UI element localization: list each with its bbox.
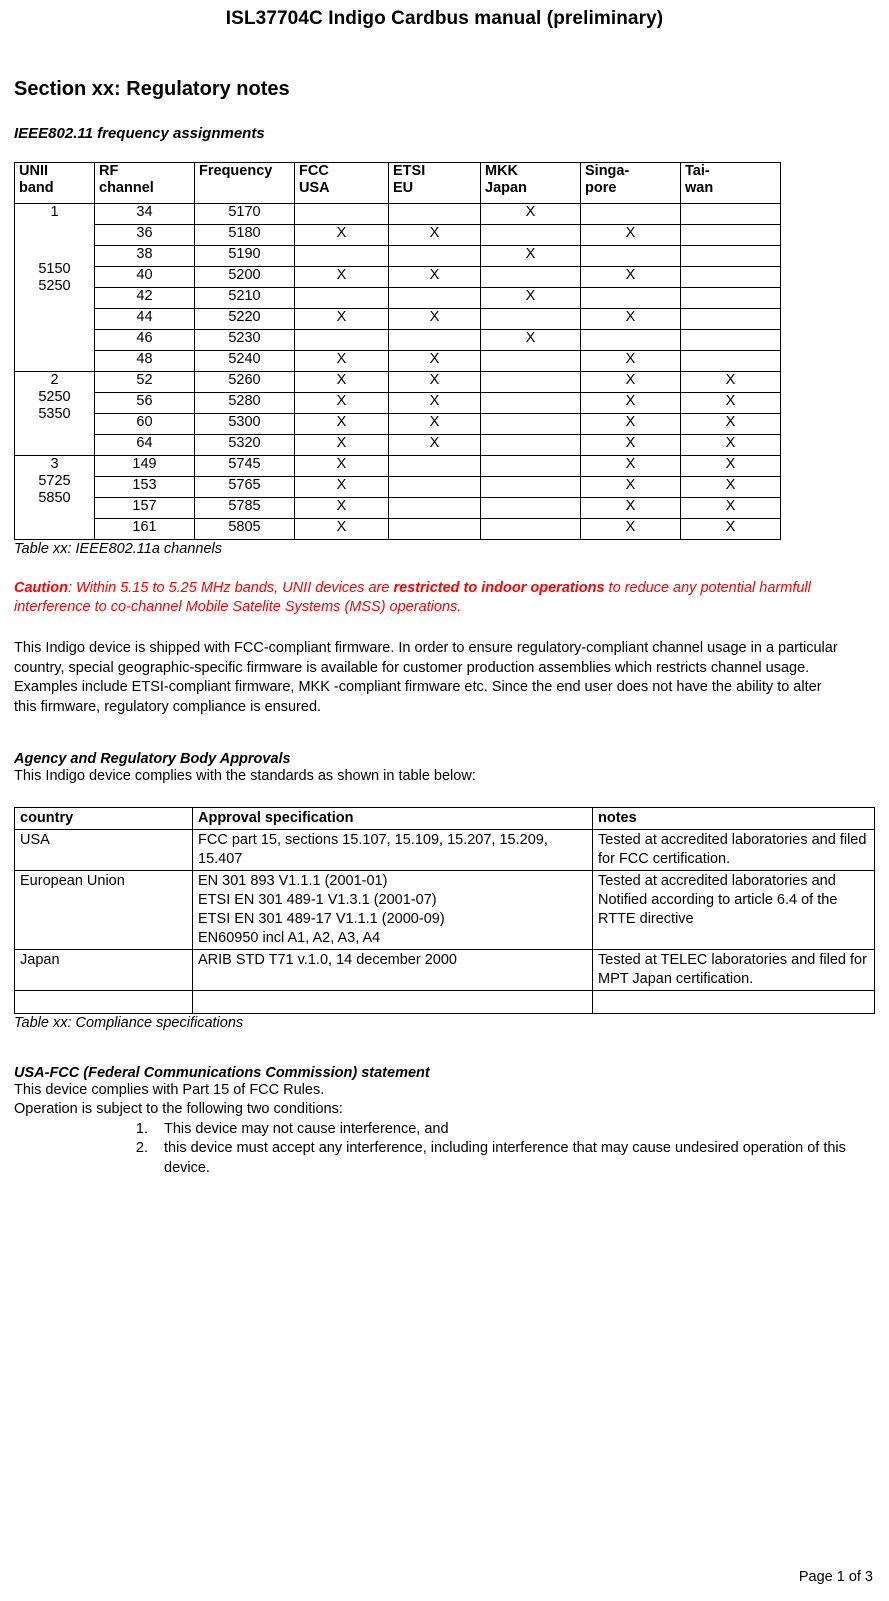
header-line-2: Japan (485, 180, 527, 196)
header-line-2: EU (393, 180, 414, 196)
header-line-2: band (19, 180, 54, 196)
singapore-cell: X (581, 435, 681, 456)
fcc-usa-cell: X (295, 351, 389, 372)
etsi-eu-cell: X (389, 309, 481, 330)
caution-note (14, 579, 873, 617)
column-header-etsi-eu (389, 163, 481, 204)
compliance-table-header-row (15, 807, 875, 829)
fcc-usa-cell: X (295, 372, 389, 393)
fcc-conditions-list (14, 1120, 873, 1179)
notes-cell: Tested at TELEC laboratories and filed for MPT Japan certification. (593, 949, 875, 990)
caution-emphasis: restricted to indoor operations (393, 580, 605, 596)
etsi-eu-cell: X (389, 414, 481, 435)
rf-channel-cell: 161 (95, 519, 195, 540)
rf-channel-cell: 153 (95, 477, 195, 498)
fcc-usa-cell: X (295, 456, 389, 477)
etsi-eu-cell (389, 456, 481, 477)
column-header-unii-band (15, 163, 95, 204)
rf-channel-cell: 56 (95, 393, 195, 414)
compliance-table-head (15, 807, 875, 829)
mkk-japan-cell (481, 414, 581, 435)
page-title: ISL37704C Indigo Cardbus manual (preliminary) (225, 8, 664, 29)
mkk-japan-cell (481, 477, 581, 498)
fcc-statement-line-2: Operation is subject to the following two conditions: (14, 1101, 343, 1117)
compliance-table-body (15, 829, 875, 1013)
taiwan-cell: X (681, 393, 781, 414)
unii-band-number: 3 (50, 456, 59, 472)
rf-channel-cell: 42 (95, 288, 195, 309)
channel-table-head (15, 163, 781, 204)
approval-specification-cell (193, 990, 593, 1013)
notes-cell (593, 990, 875, 1013)
rf-channel-cell: 60 (95, 414, 195, 435)
list-item (14, 1120, 873, 1140)
mkk-japan-cell: X (481, 288, 581, 309)
notes-cell: Tested at accredited laboratories and Notified according to article 6.4 of the RTTE directive (593, 870, 875, 949)
rf-channel-cell: 48 (95, 351, 195, 372)
taiwan-cell (681, 330, 781, 351)
table-row (15, 330, 781, 351)
table-row (15, 435, 781, 456)
frequency-cell: 5220 (195, 309, 295, 330)
taiwan-cell: X (681, 456, 781, 477)
caution-text-2: to reduce any potential harmfull interference to co-channel Mobile Satelite Systems (MSS) operations. (14, 580, 811, 615)
notes-cell: Tested at accredited laboratories and filed for FCC certification. (593, 829, 875, 870)
fcc-statement-line-1: This device complies with Part 15 of FCC Rules. (14, 1081, 325, 1098)
taiwan-cell (681, 204, 781, 225)
etsi-eu-cell (389, 288, 481, 309)
frequency-cell: 5745 (195, 456, 295, 477)
mkk-japan-cell (481, 372, 581, 393)
mkk-japan-cell (481, 456, 581, 477)
approval-specification-cell: ARIB STD T71 v.1.0, 14 december 2000 (193, 949, 593, 990)
table-row (15, 414, 781, 435)
approvals-heading: Agency and Regulatory Body Approvals (14, 751, 291, 767)
frequency-cell: 5300 (195, 414, 295, 435)
country-cell (15, 990, 193, 1013)
singapore-cell: X (581, 225, 681, 246)
mkk-japan-cell (481, 309, 581, 330)
singapore-cell: X (581, 351, 681, 372)
frequency-assignments-heading: IEEE802.11 frequency assignments (14, 125, 265, 142)
header-line-1: FCC (299, 163, 329, 179)
fcc-usa-cell: X (295, 477, 389, 498)
singapore-cell (581, 204, 681, 225)
taiwan-cell: X (681, 372, 781, 393)
etsi-eu-cell (389, 498, 481, 519)
header-line-1: UNII (19, 163, 48, 179)
mkk-japan-cell (481, 351, 581, 372)
etsi-eu-cell (389, 246, 481, 267)
etsi-eu-cell (389, 204, 481, 225)
table-row (15, 309, 781, 330)
fcc-usa-cell: X (295, 498, 389, 519)
approval-specification-cell: FCC part 15, sections 15.107, 15.109, 15.207, 15.209, 15.407 (193, 829, 593, 870)
table-row (15, 288, 781, 309)
unii-band-range-high: 5350 (38, 406, 71, 422)
unii-band-range-high: 5250 (38, 278, 71, 294)
document-content (0, 78, 889, 1178)
etsi-eu-cell: X (389, 225, 481, 246)
channel-table (14, 162, 781, 540)
section-spacer-2 (14, 1031, 873, 1065)
table-row (15, 351, 781, 372)
firmware-paragraph: This Indigo device is shipped with FCC-compliant firmware. In order to ensure regulatory-compliant channel usage in a particular country, special geographic-specific firmware is available for customer production assemblies which restricts channel usage. Examples include ETSI-compliant firmware, MKK -compliant firmware etc. Since the end user does not have the ability to alter this firmware, regulatory compliance is ensured. (14, 640, 838, 715)
rf-channel-cell: 44 (95, 309, 195, 330)
singapore-cell: X (581, 267, 681, 288)
mkk-japan-cell (481, 498, 581, 519)
list-item-number: 2. (135, 1140, 148, 1156)
singapore-cell: X (581, 456, 681, 477)
unii-band-range-low: 5250 (38, 389, 71, 405)
fcc-statement-heading: USA-FCC (Federal Communications Commission) statement (14, 1064, 430, 1081)
rf-channel-cell: 46 (95, 330, 195, 351)
fcc-usa-cell: X (295, 435, 389, 456)
column-header-fcc-usa (295, 163, 389, 204)
frequency-cell: 5785 (195, 498, 295, 519)
header-line-1: MKK (485, 163, 519, 179)
rf-channel-cell: 34 (95, 204, 195, 225)
taiwan-cell (681, 288, 781, 309)
fcc-usa-cell: X (295, 414, 389, 435)
table-row (15, 870, 875, 949)
frequency-cell: 5240 (195, 351, 295, 372)
column-header-taiwan (681, 163, 781, 204)
etsi-eu-cell (389, 330, 481, 351)
etsi-eu-cell: X (389, 435, 481, 456)
singapore-cell (581, 330, 681, 351)
channel-table-caption: Table xx: IEEE802.11a channels (14, 541, 222, 557)
singapore-cell: X (581, 393, 681, 414)
mkk-japan-cell (481, 519, 581, 540)
table-row (15, 477, 781, 498)
country-cell: European Union (15, 870, 193, 949)
singapore-cell (581, 288, 681, 309)
frequency-cell: 5280 (195, 393, 295, 414)
column-header-singapore (581, 163, 681, 204)
mkk-japan-cell (481, 225, 581, 246)
list-item-text: this device must accept any interference, including interference that may cause undesired operation of this device. (164, 1140, 846, 1176)
frequency-cell: 5200 (195, 267, 295, 288)
unii-band-cell (15, 372, 95, 456)
rf-channel-cell: 40 (95, 267, 195, 288)
taiwan-cell: X (681, 519, 781, 540)
fcc-usa-cell: X (295, 519, 389, 540)
frequency-cell: 5230 (195, 330, 295, 351)
header-line-1: Tai- (685, 163, 710, 179)
rf-channel-cell: 64 (95, 435, 195, 456)
table-row (15, 204, 781, 225)
taiwan-cell: X (681, 435, 781, 456)
list-item (14, 1139, 873, 1178)
singapore-cell: X (581, 414, 681, 435)
frequency-cell: 5170 (195, 204, 295, 225)
singapore-cell: X (581, 372, 681, 393)
fcc-usa-cell (295, 246, 389, 267)
compliance-table-caption: Table xx: Compliance specifications (14, 1014, 244, 1031)
singapore-cell: X (581, 498, 681, 519)
fcc-usa-cell: X (295, 393, 389, 414)
header-line-2: channel (99, 180, 154, 196)
page-footer: Page 1 of 3 (798, 1569, 873, 1585)
frequency-cell: 5765 (195, 477, 295, 498)
channel-table-header-row (15, 163, 781, 204)
etsi-eu-cell (389, 519, 481, 540)
table-row (15, 456, 781, 477)
column-header-approval-specification: Approval specification (193, 807, 593, 829)
fcc-usa-cell: X (295, 225, 389, 246)
rf-channel-cell: 149 (95, 456, 195, 477)
unii-band-spacer (19, 221, 90, 261)
unii-band-range-high: 5850 (38, 490, 71, 506)
unii-band-range-low: 5725 (38, 473, 71, 489)
mkk-japan-cell: X (481, 330, 581, 351)
fcc-usa-cell: X (295, 267, 389, 288)
channel-table-body (15, 204, 781, 540)
taiwan-cell (681, 351, 781, 372)
frequency-cell: 5180 (195, 225, 295, 246)
table-row (15, 267, 781, 288)
singapore-cell: X (581, 477, 681, 498)
unii-band-number: 1 (50, 204, 59, 220)
taiwan-cell (681, 246, 781, 267)
etsi-eu-cell: X (389, 393, 481, 414)
header-line-1: Singa- (585, 163, 630, 179)
frequency-cell: 5260 (195, 372, 295, 393)
header-line-2: wan (685, 180, 714, 196)
etsi-eu-cell: X (389, 351, 481, 372)
column-header-country: country (15, 807, 193, 829)
list-item-number: 1. (135, 1120, 148, 1137)
taiwan-cell (681, 225, 781, 246)
caution-text-1: : Within 5.15 to 5.25 MHz bands, UNII devices are (67, 580, 394, 596)
table-row (15, 949, 875, 990)
table-row (15, 498, 781, 519)
unii-band-cell (15, 204, 95, 372)
fcc-usa-cell (295, 204, 389, 225)
caution-label: Caution (14, 580, 68, 596)
approval-specification-cell: EN 301 893 V1.1.1 (2001-01) ETSI EN 301 489-1 V1.3.1 (2001-07) ETSI EN 301 489-17 V1.1.1 (2000-09) EN60950 incl A1, A2, A3, A4 (193, 870, 593, 949)
taiwan-cell (681, 267, 781, 288)
header-line-2: USA (299, 180, 330, 196)
table-row (15, 246, 781, 267)
unii-band-number: 2 (50, 372, 59, 388)
frequency-cell: 5320 (195, 435, 295, 456)
table-row (15, 829, 875, 870)
mkk-japan-cell: X (481, 246, 581, 267)
rf-channel-cell: 52 (95, 372, 195, 393)
singapore-cell: X (581, 519, 681, 540)
etsi-eu-cell (389, 477, 481, 498)
section-heading: Section xx: Regulatory notes (14, 78, 290, 100)
taiwan-cell: X (681, 414, 781, 435)
column-header-frequency (195, 163, 295, 204)
header-line-1: RF (99, 163, 119, 179)
column-header-rf-channel (95, 163, 195, 204)
compliance-table (14, 807, 875, 1014)
approvals-intro: This Indigo device complies with the standards as shown in table below: (14, 768, 476, 784)
taiwan-cell (681, 309, 781, 330)
country-cell: Japan (15, 949, 193, 990)
taiwan-cell: X (681, 477, 781, 498)
singapore-cell (581, 246, 681, 267)
mkk-japan-cell: X (481, 204, 581, 225)
rf-channel-cell: 38 (95, 246, 195, 267)
fcc-usa-cell: X (295, 309, 389, 330)
table-row (15, 519, 781, 540)
header-line-2: pore (585, 180, 617, 196)
table-row (15, 225, 781, 246)
taiwan-cell: X (681, 498, 781, 519)
fcc-usa-cell (295, 330, 389, 351)
etsi-eu-cell: X (389, 267, 481, 288)
table-row (15, 372, 781, 393)
table-row (15, 990, 875, 1013)
column-header-notes: notes (593, 807, 875, 829)
singapore-cell: X (581, 309, 681, 330)
country-cell: USA (15, 829, 193, 870)
frequency-cell: 5210 (195, 288, 295, 309)
header-line-1: Frequency (199, 163, 273, 179)
rf-channel-cell: 36 (95, 225, 195, 246)
frequency-cell: 5805 (195, 519, 295, 540)
frequency-cell: 5190 (195, 246, 295, 267)
fcc-usa-cell (295, 288, 389, 309)
unii-band-range-low: 5150 (38, 261, 71, 277)
section-spacer (14, 717, 873, 751)
list-item-text: This device may not cause interference, and (164, 1120, 449, 1137)
table-row (15, 393, 781, 414)
column-header-mkk-japan (481, 163, 581, 204)
mkk-japan-cell (481, 435, 581, 456)
etsi-eu-cell: X (389, 372, 481, 393)
header-line-1: ETSI (393, 163, 426, 179)
unii-band-cell (15, 456, 95, 540)
mkk-japan-cell (481, 393, 581, 414)
mkk-japan-cell (481, 267, 581, 288)
rf-channel-cell: 157 (95, 498, 195, 519)
